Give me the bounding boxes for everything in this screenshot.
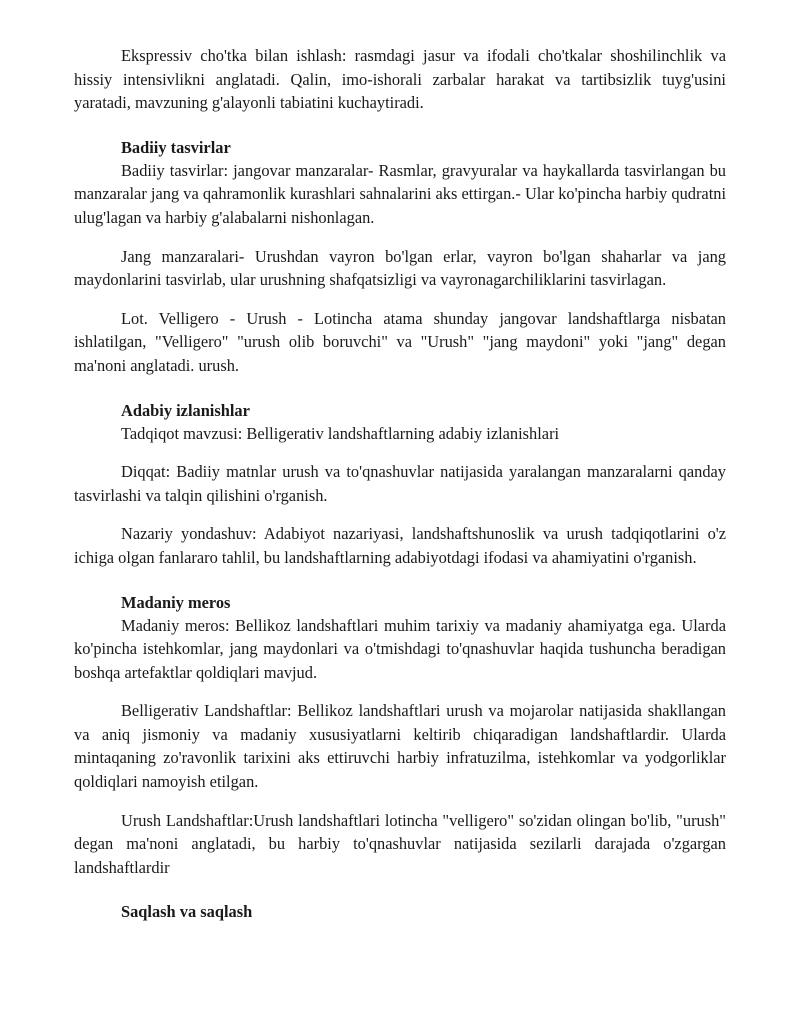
paragraph-artistic-images: Badiiy tasvirlar: jangovar manzaralar- Rasmlar, gravyuralar va haykallarda tasvirlangan bu manzaralar jang va qahramonlik kurashlari sahnalarini aks ettirgan.- Ular ko'pincha harbiy qudratni ulug'lagan va harbiy g'alabalarni nishonlagan. [74,160,726,227]
paragraph-expressive-brushwork: Ekspressiv cho'tka bilan ishlash: rasmdagi jasur va ifodali cho'tkalar shoshilinchlik va hissiy intensivlikni anglatadi. Qalin, imo-ishorali zarbalar harakat va tartibsizlik tuyg'usini yaratadi, mavzuning g'alayonli tabiatini kuchaytiradi. [74,46,726,113]
document-page [74,44,726,923]
paragraph-velligero: Lot. Velligero - Urush - Lotincha atama shunday jangovar landshaftlarga nisbatan ishlatilgan, "Velligero" "urush olib boruvchi" va "Urush" "jang maydoni" yoki "jang" degan ma'noni anglatadi. urush. [74,308,726,375]
heading-literary-research: Adabiy izlanishlar [121,400,250,420]
paragraph-focus: Diqqat: Badiiy matnlar urush va to'qnashuvlar natijasida yaralangan manzaralarni qanday tasvirlashi va talqin qilishini o'rganish. [74,462,726,505]
paragraph-war-landscapes: Urush Landshaftlar:Urush landshaftlari lotincha "velligero" so'zidan olingan bo'lib, "urush" degan ma'noni anglatadi, bu harbiy to'qnashuvlar natijasida sezilarli darajada o'zgargan landshaftlardir [74,810,726,877]
heading-artistic-images: Badiiy tasvirlar [121,137,231,157]
heading-preservation: Saqlash va saqlash [121,902,253,922]
paragraph-theoretical-approach: Nazariy yondashuv: Adabiyot nazariyasi, landshaftshunoslik va urush tadqiqotlarini o'z ichiga olgan fanlararo tahlil, bu landshaftlarning adabiyotdagi ifodasi va ahamiyatini o'rganish. [74,524,726,567]
heading-cultural-heritage: Madaniy meros [121,592,231,612]
paragraph-belligerative-landscapes: Belligerativ Landshaftlar: Bellikoz landshaftlari urush va mojarolar natijasida shakllangan va aniq jismoniy va madaniy xususiyatlarni keltirib chiqaradigan landshaftlardir. Ularda mintaqaning zo'ravonlik tarixini aks ettiruvchi harbiy infratuzilma, istehkomlar va yodgorliklar qoldiqlari namoyish etilgan. [74,701,726,792]
paragraph-research-topic: Tadqiqot mavzusi: Belligerativ landshaftlarning adabiy izlanishlari [121,423,560,443]
paragraph-battle-scenes: Jang manzaralari- Urushdan vayron bo'lgan erlar, vayron bo'lgan shaharlar va jang maydonlarini tasvirlab, ular urushning shafqatsizligi va vayronagarchiliklarini tasvirlagan. [74,246,726,290]
paragraph-cultural-heritage: Madaniy meros: Bellikoz landshaftlari muhim tarixiy va madaniy ahamiyatga ega. Ularda ko'pincha istehkomlar, jang maydonlari va o'tmishdagi to'qnashuvlar haqida tushuncha beradigan boshqa artefaktlar qoldiqlari mavjud. [74,615,726,682]
